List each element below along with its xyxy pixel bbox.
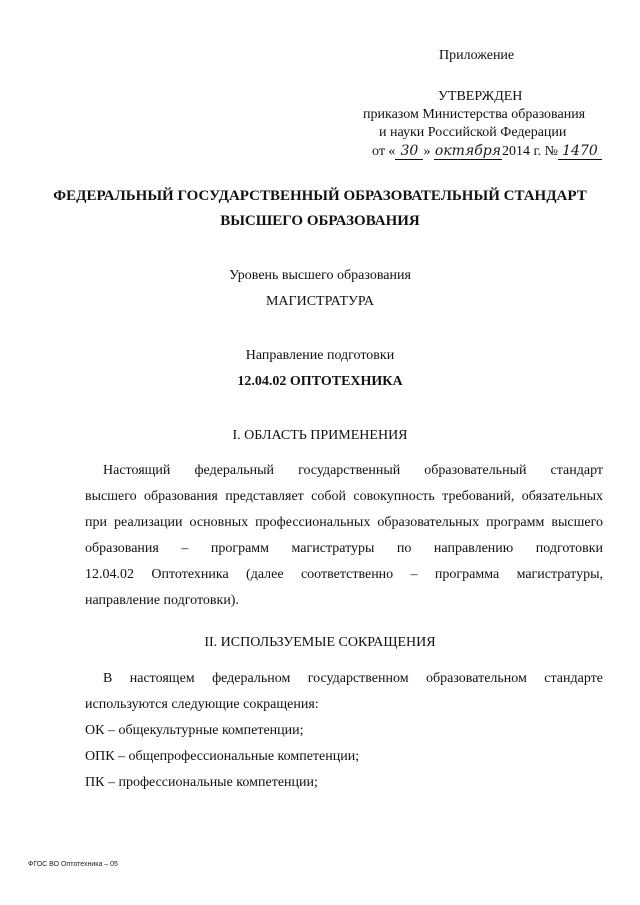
section-1-line: образования – программ магистратуры по направлению подготовки [85, 541, 603, 556]
approval-line-2: и науки Российской Федерации [379, 125, 567, 140]
date-month-handwritten: октября [434, 143, 501, 159]
appendix-label: Приложение [439, 48, 515, 63]
document-title-line-1: ФЕДЕРАЛЬНЫЙ ГОСУДАРСТВЕННЫЙ ОБРАЗОВАТЕЛЬНЫЙ СТАНДАРТ [53, 188, 587, 204]
date-day-handwritten: 30 [395, 143, 423, 160]
section-1-heading: I. ОБЛАСТЬ ПРИМЕНЕНИЯ [232, 428, 408, 443]
section-1-line: высшего образования представляет собой совокупность требований, обязательных [85, 489, 603, 504]
page-footer: ФГОС ВО Оптотехника – 05 [28, 861, 118, 868]
education-level-label: Уровень высшего образования [229, 268, 411, 283]
section-1-line: направление подготовки). [85, 593, 239, 608]
section-2-intro-line: используются следующие сокращения: [85, 697, 319, 712]
direction-value: 12.04.02 ОПТОТЕХНИКА [237, 374, 403, 389]
approval-date-line [372, 143, 602, 160]
section-2-intro-line: В настоящем федеральном государственном образовательном стандарте [103, 671, 603, 686]
order-number-handwritten: 1470 [558, 143, 602, 160]
date-year: 2014 г. № [501, 144, 558, 159]
abbreviation-item: ПК – профессиональные компетенции; [85, 775, 318, 790]
section-1-line: 12.04.02 Оптотехника (далее соответственно – программа магистратуры, [85, 567, 603, 582]
section-1-line: Настоящий федеральный государственный образовательный стандарт [103, 463, 603, 478]
section-1-body [85, 458, 603, 614]
approved-label: УТВЕРЖДЕН [438, 89, 523, 104]
education-level-value: МАГИСТРАТУРА [265, 294, 375, 309]
approval-line-1: приказом Министерства образования [363, 107, 586, 122]
section-2-heading: II. ИСПОЛЬЗУЕМЫЕ СОКРАЩЕНИЯ [204, 635, 436, 650]
section-1-line: при реализации основных профессиональных образовательных программ высшего [85, 515, 603, 530]
section-2-body [85, 666, 603, 796]
date-mid: » [423, 144, 431, 159]
document-title-line-2: ВЫСШЕГО ОБРАЗОВАНИЯ [220, 213, 420, 229]
direction-label: Направление подготовки [245, 348, 395, 363]
date-prefix: от « [372, 144, 396, 159]
abbreviation-item: ОПК – общепрофессиональные компетенции; [85, 749, 360, 764]
abbreviation-item: ОК – общекультурные компетенции; [85, 723, 304, 738]
